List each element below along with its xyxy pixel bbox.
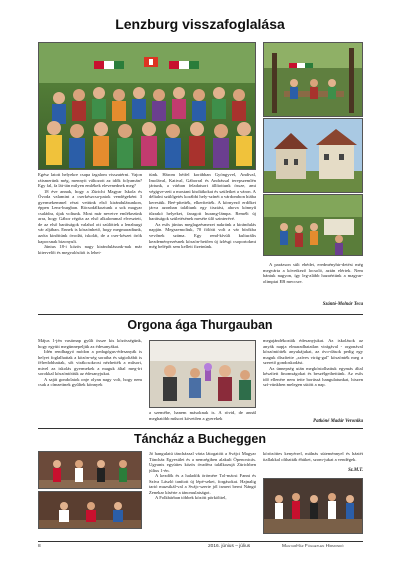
paragraph: megajándékozták édesanyjukat. Az iskolások az anyák napja elmaradhatatlan virágával - orgonával köszöntötték anyukájukat, az óvo-dások pedig egy maguk díszítette „szíves virág-gal" köszönték meg a szerető gondoskodást. (263, 338, 363, 366)
author-signature: Sz.M.T. (348, 468, 363, 473)
section1-column-2 (149, 172, 256, 310)
paragraph: a szemébe, hanem másoknak is. A rövid, de annál meghatóbb műsort követően a gyerekek (149, 410, 256, 421)
paragraph: Jó hangulatú táncházzal várta látogatóit a Svájci Magyar Táncház Egyesület és a nemrégiben alakult Öpencnicás. Ugyanis együttes közös óvadéra találkozujá Zürichben július 1-én. (149, 451, 256, 473)
paragraph: Az esős június meglagzésmezet nakránk a kirándulás napján. Megszemoltuk, 70 fölötti volt a vár bírókba vevőnek száma. Egy rend-kívüli kulturális kezdeményezésnek köszön-hetően új ízlésgi csoportokmt még belépőt sem kellett fizetnünk. (149, 221, 256, 250)
paragraph: tünk. Három hétfel korábban Gyöngyvel, Andival, Imolával, Katival, Gáborral és Andrással terepszemlén jártunk, a várban feladatsort állítottunk össze, ami végigve-zeti a mostani kisdiákokat és szüleiket a váron. A déltalni szülőgetés korábbi hely-színét a várdombon hiába kerestük. Beé-pítették, elkerítették. A környező erdőket járva azonban találtunk egy tisztást, ahova könnyű tűzrakó helyeket, faragott hurang-lámpa. Remélt új barátságok születésének meséte ülő szinterévé. (149, 172, 256, 222)
paragraph: Egész latott helyekre csapa ízgalom visszatérni. Vajon ráismerünk még, mennyit változott az idők folyamán? Egy fal, fa lát-tán milyen emlékek elevenednek meg? (38, 172, 142, 189)
section-divider (38, 428, 363, 429)
paragraph: Június 18-i közös nagy kirándulásunk-nak már kitervelői és megvalósítói is lehet- (38, 244, 142, 255)
section2-column-1 (38, 338, 142, 422)
paragraph: A Folkbárban többek között pörkölttel, (155, 495, 227, 501)
paragraph: Idén rendhagyó módon a pedagógus-édesanyák is helyet foglalhattak a közön-ség soraiba és ságtoltábít is félredobhattak, sőt virákcsokrost nézhették a műsort, mivel az iskolás gyermekek a maguk által meg-írt sorokkal köszöntöttük az édesanyjukat. (38, 349, 142, 377)
section-title-lenzburg: Lenzburg visszafoglalása (115, 16, 285, 32)
author-signature: Patkóné Madár Veronika (313, 419, 363, 424)
dance-photo-3 (263, 478, 363, 534)
paragraph: A saját gondolatok onje olyan nagy volt, hogy nem csak a címzettnek gyűltek könnyek (38, 376, 142, 388)
publication-name: MagyarHáz Független Hírmondó (282, 544, 344, 549)
paragraph: A kezdők és a haladók örömére Tol-mácsi Fanni és Szíva László tanított új lépé-seket, forgásokat. Hajnalig tartó muzsikál-val a Svájc-szerte jól ismert berni Nángó Zenekar kísérte a táncmulatságot. (149, 473, 256, 495)
section3-column-1 (149, 451, 256, 537)
paragraph: A parázson sült ebédet, eredményhir-detést még megvárta a következő locsoló, aztán elértek. Nem bántuk nagyon, így leg-alább hazaértünk a magyar-olimpiai EB meccsre. (263, 262, 363, 284)
paragraph: 18 éve annak, hogy a Zürichi Magyar Iskola és Óvoda valamint a cserkészcsa-patok vendégeként 3 gyermekemmel részt vettünk első kirándulásunkon, éppen Lenz-burgban. Rácsodálkoztunk a sok magyar családra, újak voltunk. Most már nevetve emlékezünk arra, hogy Gábor régóta az első alkalommal elvesztett, de az első barátságok valahol ott szülöttek a lenzburgi vár aljában. Ennek is köszönhető, hogy megmaradtunk, azóta kinőttünk óvodát, iskolát, de a cser-készet örök kapocsnak bizonyult. (38, 188, 142, 244)
section-title-tanchaz: Táncház a Bucheggen (134, 432, 266, 446)
page-number: 8 (38, 544, 41, 549)
section-title-thurgau: Orgona ága Thurgauban (127, 318, 273, 332)
issue-date: 2016. június – július (208, 544, 251, 549)
paragraph: Az ünnepség után megkóstolhattuk egymás által készített finomságokat és beszélgethettünk. Az esős idő ellenére nem tette borússá hangulatunkat, hiszen szí-vünkben melegen sütött a nap. (263, 365, 363, 388)
castle-photo (263, 118, 363, 193)
dance-photo-2 (38, 491, 142, 529)
mothers-day-photo (149, 340, 256, 408)
footer-rule (38, 541, 363, 542)
section1-column-3 (263, 262, 363, 296)
dance-photo-1 (38, 451, 142, 489)
section2-column-2 (149, 410, 256, 424)
campfire-photo (263, 42, 363, 117)
families-photo (263, 194, 363, 256)
author-signature: Szántó-Molnár Teca (322, 302, 363, 307)
group-photo (38, 42, 256, 170)
paragraph: Május 1-jén vasárnap gyűlt össze kis közösségünk, hogy együtt megünnepeljük az édesanyákat. (38, 338, 142, 349)
section1-column-1 (38, 172, 142, 310)
paragraph: körözöttes kenyérrel, málnás süteménnyel és háztét itallakkal olthatták éhüket, szom-jukat a vendégek. (263, 451, 363, 462)
section2-column-3 (263, 338, 363, 418)
section-divider (38, 314, 363, 315)
